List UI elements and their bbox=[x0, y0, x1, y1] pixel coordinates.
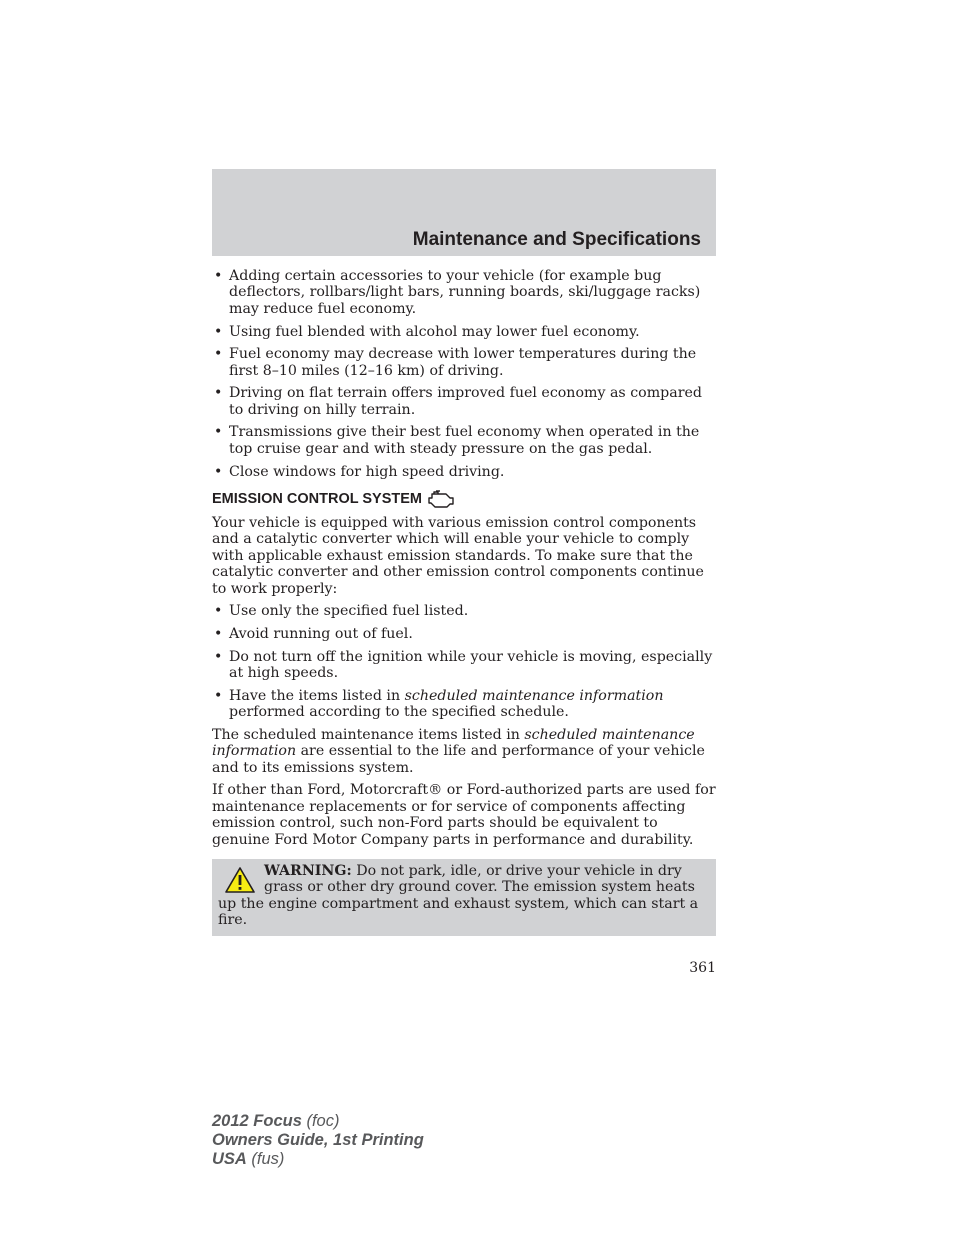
list-item: • Adding certain accessories to your vehicle (for example bug deflectors, rollbars/light bars, running boards, ski/luggage racks) may reduce fuel economy. bbox=[212, 268, 716, 317]
section-intro: Your vehicle is equipped with various emission control components and a catalytic converter which will enable your vehicle to comply with applicable exhaust emission standards. To make sure that the catalytic converter and other emission control components continue to work properly: bbox=[212, 514, 704, 597]
cross-reference: scheduled maintenance information bbox=[212, 726, 695, 760]
paragraph bbox=[212, 727, 716, 776]
page-title: Maintenance and Specifications bbox=[412, 229, 701, 250]
emission-list bbox=[212, 603, 716, 720]
list-item bbox=[212, 688, 716, 721]
footer-guide: Owners Guide, 1st Printing bbox=[212, 1131, 424, 1149]
list-item: • Using fuel blended with alcohol may lower fuel economy. bbox=[212, 324, 716, 340]
paragraph-text: are essential to the life and performance of your vehicle and to its emissions system. bbox=[212, 743, 705, 776]
list-item: • Close windows for high speed driving. bbox=[212, 464, 716, 480]
list-item: • Driving on flat terrain offers improved fuel economy as compared to driving on hilly terrain. bbox=[212, 385, 716, 418]
list-item: • Transmissions give their best fuel economy when operated in the top cruise gear and with steady pressure on the gas pedal. bbox=[212, 424, 716, 457]
warning-box bbox=[212, 859, 716, 936]
footer-model: 2012 Focus bbox=[212, 1112, 302, 1130]
section-heading-text: EMISSION CONTROL SYSTEM bbox=[212, 490, 423, 507]
footer-model-code: (foc) bbox=[301, 1112, 340, 1130]
section-heading bbox=[212, 489, 716, 509]
list-item: • Fuel economy may decrease with lower temperatures during the first 8–10 miles (12–16 km) of driving. bbox=[212, 346, 716, 379]
warning-triangle-icon bbox=[224, 866, 256, 894]
footer-line bbox=[212, 1131, 424, 1150]
list-item: • Use only the specified fuel listed. bbox=[212, 603, 716, 619]
list-item-text: Have the items listed in bbox=[229, 687, 405, 704]
list-item: • Avoid running out of fuel. bbox=[212, 626, 716, 642]
warning-label: WARNING: bbox=[264, 863, 352, 880]
engine-icon bbox=[426, 489, 456, 509]
footer-line bbox=[212, 1150, 424, 1169]
list-item: • Do not turn off the ignition while your vehicle is moving, especially at high speeds. bbox=[212, 649, 716, 682]
list-item-text: performed according to the specified schedule. bbox=[229, 704, 569, 721]
page-number: 361 bbox=[689, 960, 716, 976]
fuel-economy-list bbox=[212, 268, 716, 480]
paragraph: If other than Ford, Motorcraft® or Ford-authorized parts are used for maintenance replacements or for service of components affecting emission control, such non-Ford parts should be equivalent to genuine Ford Motor Company parts in performance and durability. bbox=[212, 782, 716, 848]
footer-region: USA bbox=[212, 1150, 247, 1168]
header-band bbox=[212, 169, 716, 256]
footer-line bbox=[212, 1112, 424, 1131]
footer bbox=[212, 1112, 424, 1169]
warning-text: Do not park, idle, or drive your vehicle in dry grass or other dry ground cover. The emission system heats up the engine compartment and exhaust system, which can start a fire. bbox=[218, 863, 699, 929]
page-content bbox=[212, 268, 716, 936]
cross-reference: scheduled maintenance information bbox=[404, 687, 664, 704]
footer-region-code: (fus) bbox=[246, 1150, 285, 1168]
paragraph-text: The scheduled maintenance items listed in bbox=[212, 726, 525, 743]
